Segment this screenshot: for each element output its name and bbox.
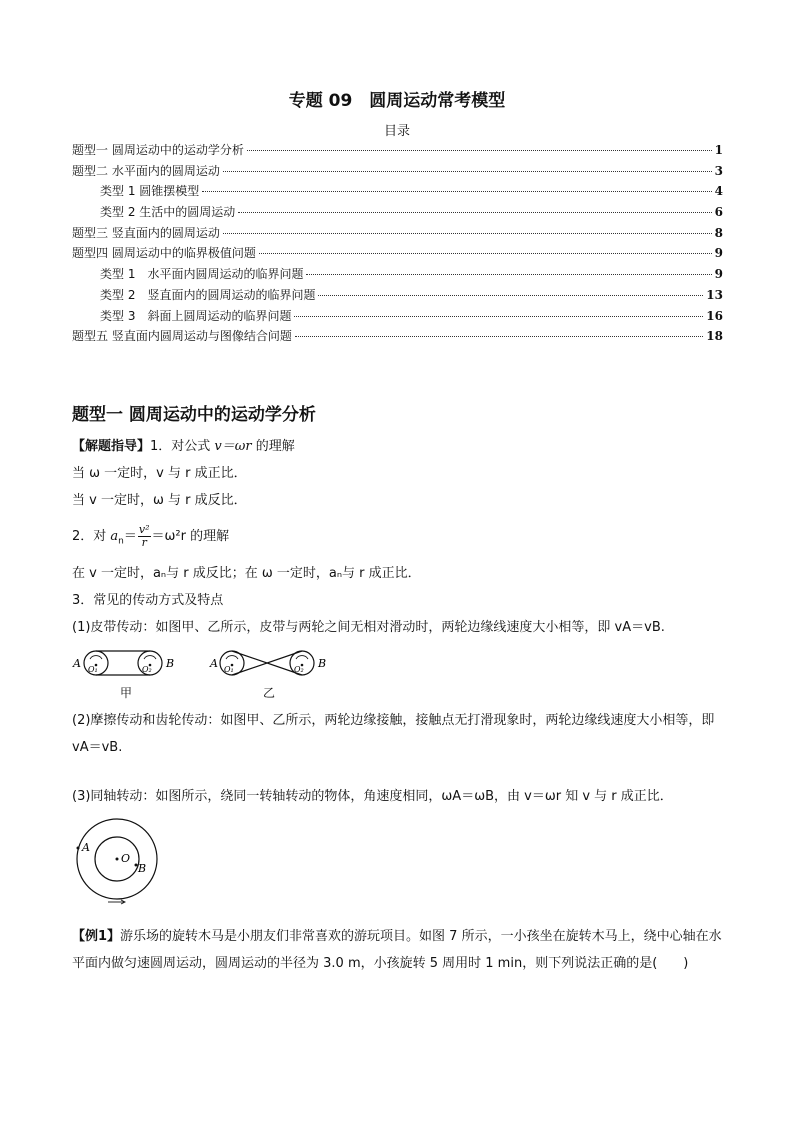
- toc-entry-label: 题型五 竖直面内圆周运动与图像结合问题: [72, 329, 292, 344]
- toc-entry-page: 6: [714, 205, 723, 220]
- toc-leader-dots: [202, 190, 711, 192]
- toc-entry-page: 18: [706, 329, 723, 344]
- toc-leader-dots: [223, 170, 712, 172]
- fraction-v2-over-r: [138, 524, 151, 549]
- toc-entry[interactable]: [72, 162, 723, 183]
- label-O1: O₁: [224, 665, 234, 674]
- section-heading: 题型一 圆周运动中的运动学分析: [72, 405, 316, 425]
- example-tag: 【例1】: [72, 929, 121, 944]
- toc-leader-dots: [238, 211, 711, 213]
- toc-entry-label: 题型四 圆周运动中的临界极值问题: [72, 246, 256, 261]
- toc-entry-label: 题型一 圆周运动中的运动学分析: [72, 143, 244, 157]
- label-B: B: [318, 657, 327, 670]
- label-O: O: [121, 852, 131, 865]
- toc-entry-label: 类型 1 圆锥摆模型: [100, 184, 200, 199]
- toc-entry[interactable]: [72, 327, 723, 348]
- toc-entry-page: 3: [714, 163, 723, 178]
- rotation-arrow: [226, 656, 238, 659]
- toc-entry-label: 类型 1 水平面内圆周运动的临界问题: [100, 267, 304, 282]
- toc-entry[interactable]: [72, 182, 723, 203]
- center-dot: [116, 858, 119, 861]
- toc-entry[interactable]: [72, 265, 723, 286]
- label-A: A: [210, 657, 218, 670]
- guide-line-1: [72, 437, 724, 457]
- guide-text-tail: 的理解: [251, 439, 295, 454]
- paragraph-friction: (2)摩擦传动和齿轮传动：如图甲、乙所示，两轮边缘接触，接触点无打滑现象时，两轮边缘线速度大小相等，即 vA＝vB.: [72, 713, 715, 755]
- label-B: B: [138, 862, 147, 875]
- formula-v-omega-r: v＝ωr: [214, 439, 252, 454]
- label-O1: O₁: [88, 665, 98, 674]
- toc-leader-dots: [259, 252, 712, 254]
- an-symbol: a: [110, 529, 119, 544]
- coaxial-figure: [70, 818, 165, 908]
- toc-entry-label: 类型 2 竖直面内的圆周运动的临界问题: [100, 287, 316, 302]
- toc-entry[interactable]: [72, 244, 723, 265]
- rotation-arrow: [144, 656, 156, 659]
- fraction-denominator: r: [141, 536, 147, 549]
- toc-entry[interactable]: [72, 224, 723, 245]
- caption-yi: 乙: [263, 686, 276, 700]
- paragraph-v-const: 当 v 一定时，ω 与 r 成反比．: [72, 493, 247, 508]
- rotation-arrow: [90, 656, 102, 659]
- toc-entry-page: 1: [714, 143, 723, 157]
- toc-leader-dots: [295, 335, 703, 337]
- toc-entry[interactable]: [72, 286, 723, 307]
- rotation-arrow: [296, 656, 308, 659]
- label-A: A: [82, 841, 90, 854]
- toc-entry-page: 8: [714, 225, 723, 240]
- paragraph-belt: (1)皮带传动：如图甲、乙所示，皮带与两轮之间无相对滑动时，两轮边缘线速度大小相等，即 vA＝vB.: [72, 620, 665, 635]
- table-of-contents: [72, 141, 723, 348]
- fraction-numerator: v²: [138, 523, 150, 536]
- toc-entry-label: 类型 2 生活中的圆周运动: [100, 205, 236, 220]
- toc-entry[interactable]: [72, 203, 723, 224]
- paragraph-transmission: 3．常见的传动方式及特点: [72, 593, 224, 608]
- toc-leader-dots: [247, 149, 712, 151]
- label-O2: O₂: [294, 665, 304, 674]
- toc-heading: 目录: [383, 124, 410, 139]
- example-1: [72, 923, 724, 977]
- an-head: 2．对: [72, 529, 111, 544]
- label-O2: O₂: [142, 665, 152, 674]
- toc-leader-dots: [223, 232, 712, 234]
- paragraph-coaxial: (3)同轴转动：如图所示，绕同一转轴转动的物体，角速度相同，ωA＝ωB，由 v＝ωr 知 v 与 r 成正比．: [72, 789, 673, 804]
- paragraph-an-relation: 在 v 一定时，aₙ与 r 成反比；在 ω 一定时，aₙ与 r 成正比．: [72, 566, 421, 581]
- page-title: 专题 09 圆周运动常考模型: [288, 91, 506, 111]
- toc-entry-page: 9: [714, 267, 723, 282]
- guide-tag: 【解题指导】: [72, 439, 151, 454]
- caption-jia: 甲: [120, 686, 133, 700]
- toc-leader-dots: [294, 315, 703, 317]
- point-A: [77, 847, 80, 850]
- paragraph-an-formula: 2．对 $a_n=$ $\frac{\text{v²}}{r}$ ＝ω²r 的理解: [72, 523, 230, 549]
- example-text: 游乐场的旋转木马是小朋友们非常喜欢的游玩项目。如图 7 所示，一小孩坐在旋转木马上，绕中心轴在水平面内做匀速圆周运动，圆周运动的半径为 3.0 m，小孩旋转 5 周用时 1 min，则下列说法正确的是( ): [72, 929, 722, 971]
- paragraph-omega-const: 当 ω 一定时，v 与 r 成正比．: [72, 466, 247, 481]
- an-subscript: n: [118, 536, 124, 547]
- toc-entry-label: 类型 3 斜面上圆周运动的临界问题: [100, 308, 292, 323]
- toc-leader-dots: [318, 294, 703, 296]
- toc-leader-dots: [306, 273, 711, 275]
- belt-drive-figure: [70, 645, 340, 685]
- toc-entry[interactable]: [72, 141, 723, 162]
- toc-entry-label: 题型三 竖直面内的圆周运动: [72, 225, 220, 240]
- label-B: B: [166, 657, 175, 670]
- toc-entry-page: 4: [714, 184, 723, 199]
- toc-entry-page: 9: [714, 246, 723, 261]
- toc-entry-page: 13: [706, 287, 723, 302]
- toc-entry-label: 题型二 水平面内的圆周运动: [72, 163, 220, 178]
- toc-entry[interactable]: [72, 307, 723, 328]
- an-tail: ＝ω²r 的理解: [151, 529, 230, 544]
- label-A: A: [73, 657, 81, 670]
- toc-entry-page: 16: [706, 308, 723, 323]
- guide-text: 1．对公式: [150, 439, 215, 454]
